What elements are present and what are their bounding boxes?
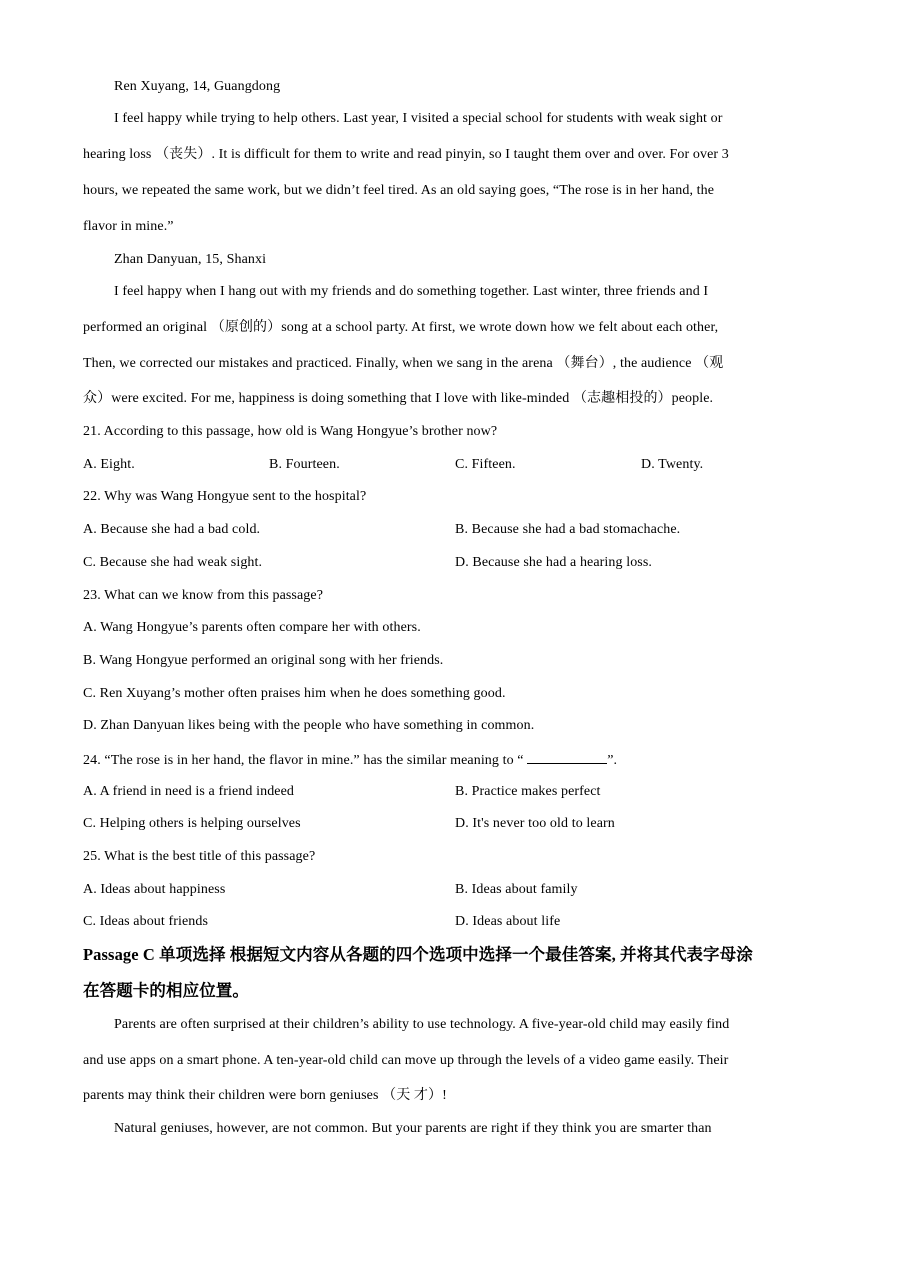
option-21-a: A. Eight.: [83, 457, 135, 472]
paragraph-line: hours, we repeated the same work, but we didn’t feel tired. As an old saying goes, “The rose is in her hand, the: [83, 183, 715, 198]
paragraph-line: performed an original （原创的）song at a school party. At first, we wrote down how we felt about each other,: [83, 320, 719, 335]
option-24-a: A. A friend in need is a friend indeed: [83, 784, 295, 799]
option-23-d: D. Zhan Danyuan likes being with the people who have something in common.: [83, 718, 535, 733]
option-25-c: C. Ideas about friends: [83, 914, 209, 929]
question-22-stem: 22. Why was Wang Hongyue sent to the hospital?: [83, 489, 367, 504]
option-25-a: A. Ideas about happiness: [83, 882, 226, 897]
option-21-c: C. Fifteen.: [455, 457, 516, 472]
option-24-d: D. It's never too old to learn: [455, 816, 615, 831]
option-21-d: D. Twenty.: [641, 457, 704, 472]
option-22-d: D. Because she had a hearing loss.: [455, 555, 653, 570]
option-23-a: A. Wang Hongyue’s parents often compare her with others.: [83, 620, 421, 635]
option-22-b: B. Because she had a bad stomachache.: [455, 522, 681, 537]
option-21-b: B. Fourteen.: [269, 457, 340, 472]
paragraph-line: hearing loss （丧失）. It is difficult for them to write and read pinyin, so I taught them over and over. For over 3: [83, 147, 729, 162]
question-24-stem-end: ”.: [607, 753, 618, 768]
option-22-c: C. Because she had weak sight.: [83, 555, 263, 570]
paragraph-line: flavor in mine.”: [83, 219, 174, 234]
option-24-c: C. Helping others is helping ourselves: [83, 816, 301, 831]
question-24-stem: [83, 750, 617, 770]
paragraph-line: Then, we corrected our mistakes and practiced. Finally, when we sang in the arena （舞台）, the audience （观: [83, 356, 724, 371]
question-25-stem: 25. What is the best title of this passage?: [83, 849, 316, 864]
section-heading-line-1: Passage C 单项选择 根据短文内容从各题的四个选项中选择一个最佳答案, 并将其代表字母涂: [83, 945, 753, 964]
option-23-c: C. Ren Xuyang’s mother often praises him when he does something good.: [83, 686, 506, 701]
paragraph-line: Natural geniuses, however, are not common. But your parents are right if they think you are smarter than: [114, 1121, 712, 1136]
paragraph-line: I feel happy when I hang out with my friends and do something together. Last winter, three friends and I: [114, 284, 709, 299]
option-25-b: B. Ideas about family: [455, 882, 578, 897]
paragraph-line: parents may think their children were born geniuses （天 才）!: [83, 1088, 447, 1103]
question-23-stem: 23. What can we know from this passage?: [83, 588, 324, 603]
option-22-a: A. Because she had a bad cold.: [83, 522, 261, 537]
question-24-stem-text: 24. “The rose is in her hand, the flavor in mine.” has the similar meaning to “: [83, 753, 528, 768]
option-25-d: D. Ideas about life: [455, 914, 561, 929]
paragraph-line: 众）were excited. For me, happiness is doing something that I love with like-minded （志趣相投的）people.: [83, 391, 714, 406]
option-24-b: B. Practice makes perfect: [455, 784, 601, 799]
section-heading-line-2: 在答题卡的相应位置。: [83, 981, 249, 1000]
option-23-b: B. Wang Hongyue performed an original song with her friends.: [83, 653, 444, 668]
paragraph-line: and use apps on a smart phone. A ten-year-old child can move up through the levels of a video game easily. Their: [83, 1053, 729, 1068]
author-zhan: Zhan Danyuan, 15, Shanxi: [114, 252, 267, 267]
answer-blank: [527, 750, 607, 764]
question-21-stem: 21. According to this passage, how old is Wang Hongyue’s brother now?: [83, 424, 498, 439]
paragraph-line: Parents are often surprised at their children’s ability to use technology. A five-year-old child may easily find: [114, 1017, 730, 1032]
author-ren: Ren Xuyang, 14, Guangdong: [114, 79, 281, 94]
paragraph-line: I feel happy while trying to help others. Last year, I visited a special school for students with weak sight or: [114, 111, 723, 126]
